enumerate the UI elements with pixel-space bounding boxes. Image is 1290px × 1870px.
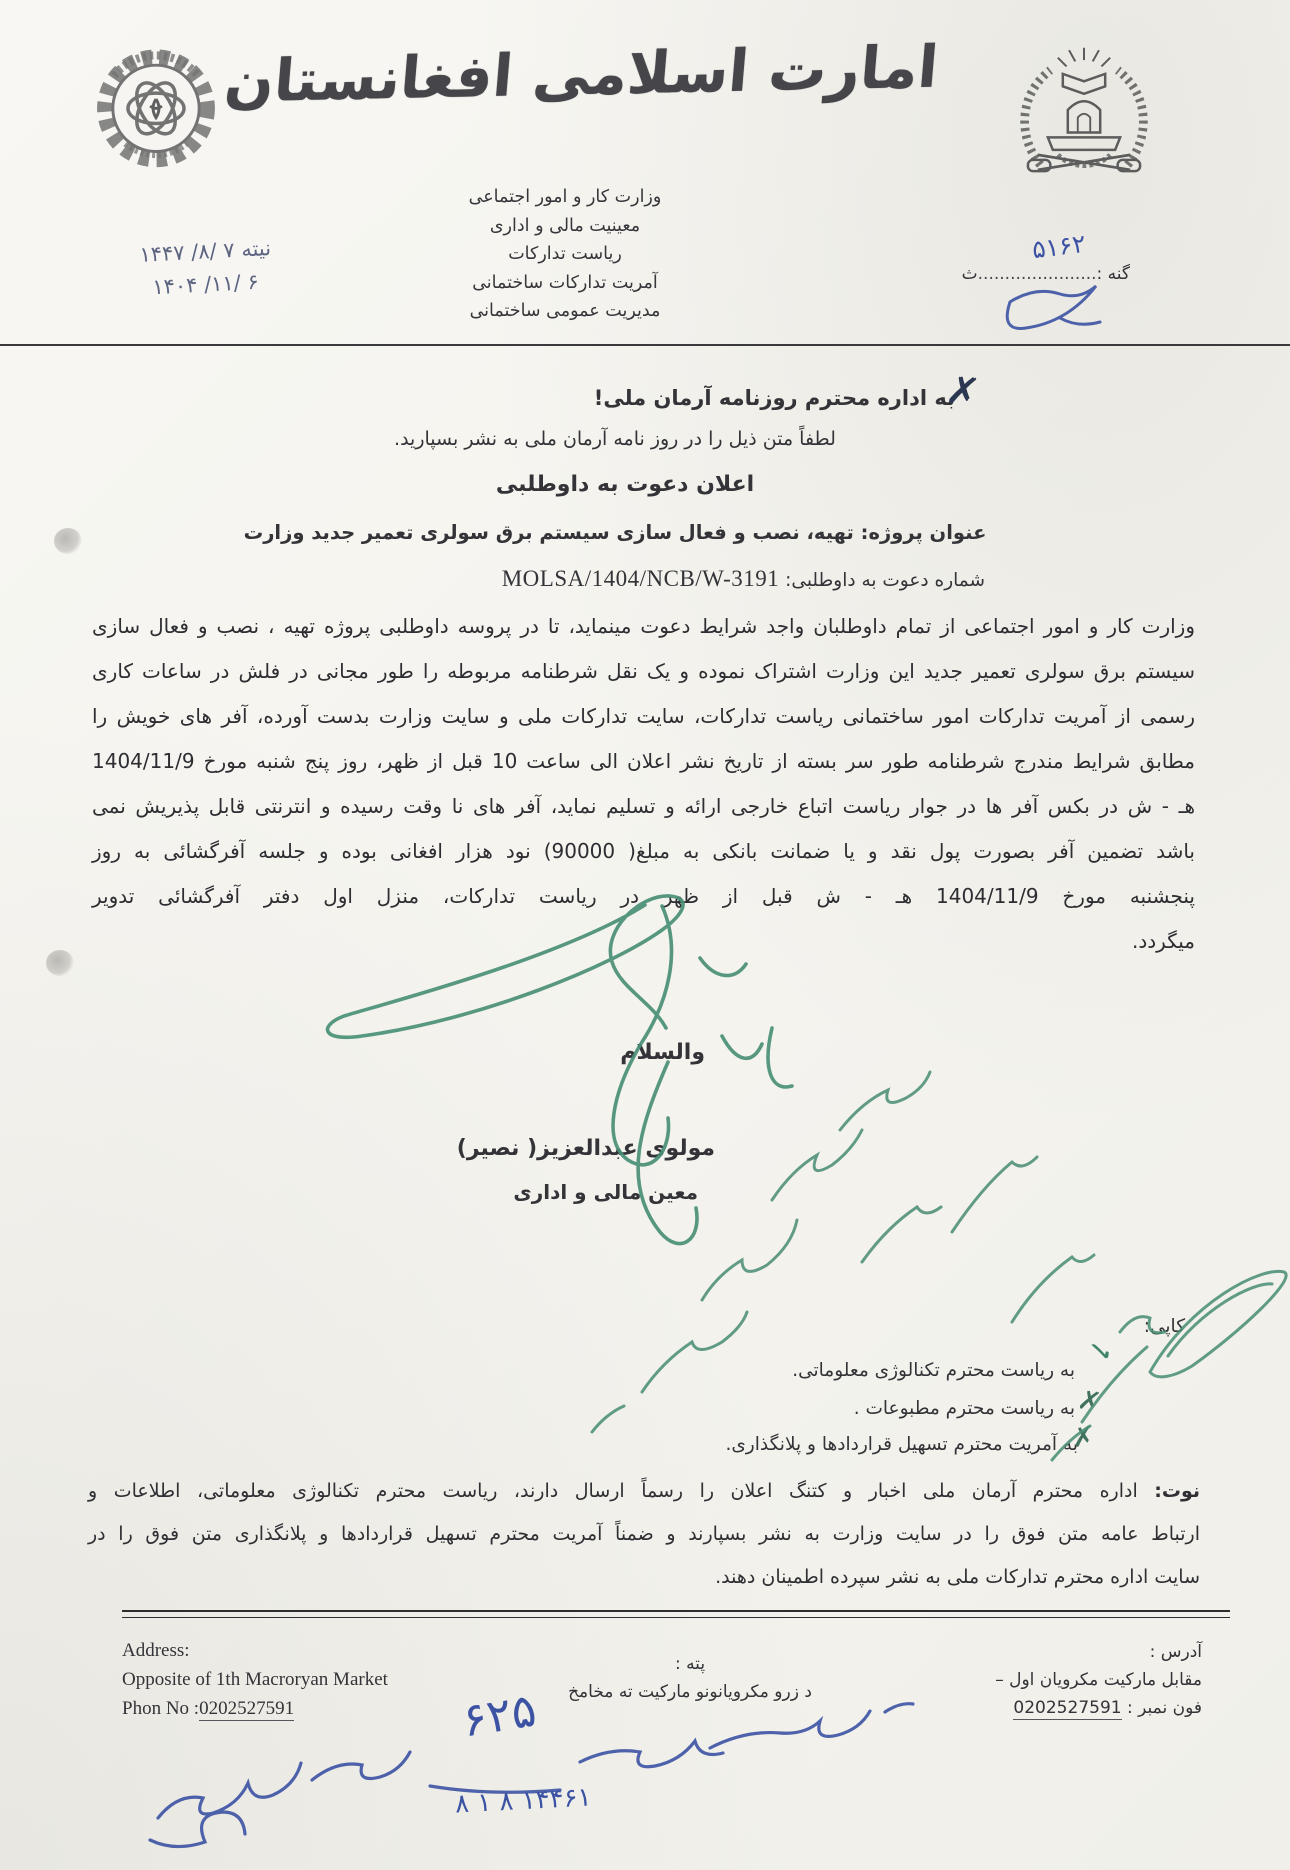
copy-section-label: کاپی:	[1143, 1316, 1185, 1337]
letterhead-line: معینیت مالی و اداری	[489, 215, 641, 236]
body-line: هـ - ش در بکس آفر ها در جوار ریاست اتباع خارجی ارائه و تسلیم نماید، آفر های نا وقت رسیده و انترنتی قابل پذیریش نمی	[92, 794, 1195, 818]
body-line: باشد تضمین آفر بصورت پول نقد و یا ضمانت بانکی به مبلغ( 90000) نود هزار افغانی بوده و جلسه آفرگشائی به روز	[92, 839, 1195, 863]
reference-number-field	[962, 264, 1130, 284]
footer-address-pashto	[540, 1650, 840, 1706]
punch-hole-mark	[46, 950, 74, 976]
letterhead-department-lines	[350, 183, 780, 326]
body-line: پنجشنبه مورخ 1404/11/9 هـ - ش قبل از ظهر در ریاست تدارکات، منزل اول دفتر آفرگشائی تدویر	[92, 884, 1195, 908]
footer-divider-line	[122, 1610, 1230, 1618]
footer-pashto-address: د زرو مکرویانونو مارکیت ته مخامخ	[568, 1682, 812, 1702]
copy-item-it-directorate: به ریاست محترم تکنالوژی معلوماتی.	[792, 1360, 1075, 1381]
punch-hole-mark	[54, 528, 82, 554]
footer-pashto-label: پته :	[674, 1654, 706, 1674]
footer-english-phone	[122, 1694, 482, 1723]
footer-address-dari	[922, 1638, 1202, 1722]
handwritten-date-line: ۶ /۱۱/ ۱۴۰۴	[151, 269, 260, 300]
body-line: سیستم برق سولری تعمیر جدید این وزارت اشتراک نموده و یک نقل شرطنامه مربوطه را طور مجانی در فلش در ساعات کاری	[92, 659, 1195, 683]
closing-salutation: والسلام	[620, 1040, 705, 1065]
handwritten-check-mark: ✓	[1085, 1333, 1116, 1372]
footer-dari-phone	[922, 1694, 1202, 1722]
bid-invitation-number-line	[502, 566, 985, 592]
note-line: سایت اداره محترم تدارکات ملی به نشر سپرده اطمینان دهند.	[715, 1566, 1200, 1588]
footer-dari-label: آدرس :	[1149, 1642, 1202, 1662]
signatory-name: مولوی عبدالعزیز( نصیر)	[456, 1136, 715, 1161]
note-text: اداره محترم آرمان ملی اخبار و کتنگ اعلان را رسماً ارسال دارند، ریاست محترم تکنالوژی معلوماتی، اطلاعات و	[88, 1480, 1155, 1502]
footer-address-english	[122, 1636, 482, 1723]
reference-label: گنه :	[1096, 264, 1130, 284]
body-line: رسمی از آمریت تدارکات امور ساختمانی ریاست تدارکات، سایت تدارکات ملی و سایت وزارت بدست آورده، آفر های خویش را	[92, 704, 1195, 728]
blue-reference-scrawl	[1007, 286, 1100, 328]
note-label: نوت:	[1154, 1480, 1200, 1502]
announcement-title: اعلان دعوت به داوطلبی	[495, 472, 755, 497]
bid-number-label: شماره دعوت به داوطلبی:	[785, 570, 985, 591]
announcement-body-paragraph	[92, 604, 1195, 964]
letterhead-line: آمریت تدارکات ساختمانی	[472, 272, 658, 293]
footer-dari-phone-number: 0202527591	[1013, 1698, 1122, 1718]
emirate-calligraphy-title: امارت اسلامی افغانستان	[221, 32, 941, 116]
note-line: ارتباط عامه متن فوق را در سایت وزارت به نشر بسپارند و ضمناً آمریت محترم تسهیل قراردادها و پلانگذاری متن فوق را در	[88, 1523, 1200, 1545]
body-line: وزارت کار و امور اجتماعی از تمام داوطلبان واجد شرایط دعوت مینماید، تا در پروسه داوطلبی پروژه تهیه ، نصب و فعال سازی	[92, 614, 1195, 638]
bid-number-value: MOLSA/1404/NCB/W-3191	[501, 566, 780, 591]
note-paragraph	[88, 1470, 1200, 1599]
copy-item-contracts-department: به آمریت محترم تسهیل قراردادها و پلانگذاری.	[725, 1434, 1078, 1455]
handwritten-date-line: نیته ۷ /۸/ ۱۴۴۷	[138, 236, 272, 267]
addressee-line: به اداره محترم روزنامه آرمان ملی!	[593, 386, 955, 410]
handwritten-x-mark: ✗	[1070, 1420, 1097, 1455]
handwritten-date-note	[40, 232, 273, 310]
letterhead-line: مدیریت عمومی ساختمانی	[469, 301, 661, 321]
footer-english-phone-label: Phon No :	[122, 1698, 200, 1719]
letterhead-line: ریاست تدارکات	[508, 244, 622, 264]
handwritten-x-mark: ✗	[942, 366, 983, 418]
body-line: میگردد.	[1132, 929, 1195, 953]
footer-dari-address: مقابل مارکیت مکرویان اول –	[995, 1670, 1202, 1690]
header-divider-line	[0, 344, 1290, 346]
national-emblem-icon	[1003, 40, 1165, 190]
note-line	[88, 1470, 1200, 1513]
body-line: مطابق شرایط مندرج شرطنامه طور سر بسته از تاریخ نشر اعلان الی ساعت 10 قبل از ظهر، روز پنج شنبه مورخ 1404/11/9	[92, 749, 1195, 773]
footer-english-label: Address:	[122, 1640, 190, 1661]
letterhead-line: وزارت کار و امور اجتماعی	[468, 187, 662, 207]
footer-english-phone-number: 0202527591	[199, 1698, 295, 1719]
handwritten-bottom-large-digits: ۶۲۵	[458, 1682, 540, 1748]
handwritten-bottom-small-digits: ۱۴۴۶۱ ۸ ۱ ۸	[454, 1782, 593, 1820]
footer-english-address: Opposite of 1th Macroryan Market	[122, 1669, 388, 1690]
handwritten-reference-number: ۵۱۶۲	[1030, 228, 1088, 265]
handwritten-x-mark: ✗	[1075, 1383, 1104, 1420]
copy-item-press-directorate: به ریاست محترم مطبوعات .	[853, 1398, 1075, 1419]
ministry-of-labor-emblem-icon	[85, 36, 227, 176]
publish-request-line: لطفاً متن ذیل را در روز نامه آرمان ملی به نشر بسپارید.	[394, 428, 836, 450]
project-title-line: عنوان پروژه: تهیه، نصب و فعال سازی سیستم برق سولری تعمیر جدید وزارت	[243, 521, 987, 544]
reference-dotted-line: ......................	[977, 264, 1097, 284]
reference-suffix: ث	[961, 264, 978, 284]
footer-dari-phone-label: فون نمبر :	[1127, 1698, 1202, 1718]
signatory-title: معین مالی و اداری	[513, 1180, 698, 1204]
